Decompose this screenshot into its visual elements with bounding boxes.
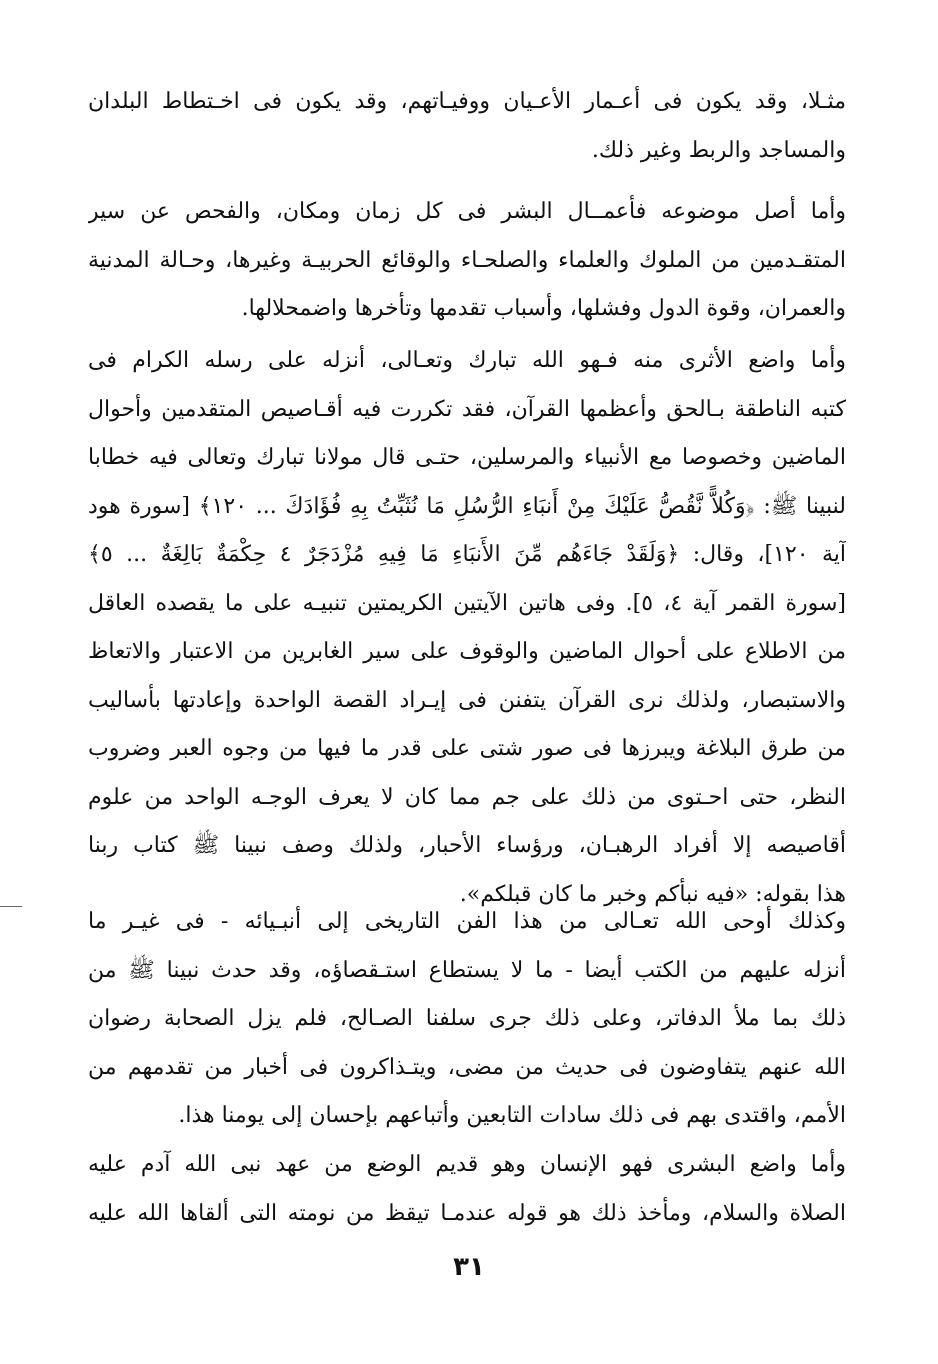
text-line: النظر، حتى احـتوى من ذلك على جم مما كان لا يعرف الوجـه الواحد من علوم (88, 784, 846, 810)
text-line: والعمران، وقوة الدول وفشلها، وأسباب تقدمها وتأخرها واضمحلالها. (241, 296, 846, 321)
text-line: والمساجد والربط وغير ذلك. (591, 137, 846, 163)
text-line: من الاطلاع على أحوال الماضين والوقوف على سير الغابرين من الاعتبار والاتعاظ (88, 639, 846, 664)
paragraph-4 (88, 898, 846, 1141)
text-line: هذا بقوله: «فيه نبأكم وخبر ما كان قبلكم». (459, 881, 846, 907)
quran-verse-line: لنبينا ﷺ: ﴿وَكُلاًّ نَّقُصُّ عَلَيْكَ مِنْ أَنبَاءِ الرُّسُلِ مَا نُثَبِّتُ بِهِ فُؤَادَكَ ... ١٢٠﴾ [سورة هود (88, 493, 846, 519)
text-line: مثـلا، وقد يكون فى أعـمار الأعـيان ووفيـاتهم، وقد يكون فى اخـتطاط البلدان (88, 89, 846, 114)
paragraph-5 (88, 1141, 846, 1238)
text-line: الصلاة والسلام، ومأخذ ذلك هو قوله عندمـا تيقظ من نومته التى ألقاها الله عليه (88, 1200, 846, 1226)
text-line: من طرق البلاغة ويبرزها فى صور شتى على قدر ما فيها من وجوه العبر وضروب (88, 736, 846, 761)
paragraph-2 (88, 188, 846, 334)
text-line: والاستبصار، ولذلك نرى القرآن يتفنن فى إيـراد القصة الواحدة وإعادتها بأساليب (88, 687, 846, 713)
text-line: أنزله عليهم من الكتب أيضا - ما لا يستطاع استـقصاؤه، وقد حدث نبينا ﷺ من (88, 957, 846, 983)
text-line: الأمم، واقتدى بهم فى ذلك سادات التابعين وأتباعهم بإحسان إلى يومنا هذا. (178, 1103, 846, 1128)
margin-mark (0, 906, 22, 907)
text-line: وأما أصل موضوعه فأعمــال البشر فى كل زمان ومكان، والفحص عن سير (88, 199, 846, 224)
text-line: وأما واضع البشرى فهو الإنسان وهو قديم الوضع من عهد نبى الله آدم عليه (88, 1152, 846, 1177)
text-line: وأما واضع الأثرى منه فـهو الله تبارك وتعـالى، أنزله على رسله الكرام فى (88, 348, 846, 373)
text-line: ذلك بما ملأ الدفاتر، وعلى ذلك جرى سلفنا الصـالح، فلم يزل الصحابة رضوان (88, 1006, 846, 1031)
text-line: كتبه الناطقة بـالحق وأعظمها القرآن، فقد تكررت فيه أقـاصيص المتقدمين وأحوال (88, 396, 846, 422)
page-number: ٣١ (453, 1252, 485, 1282)
text-line: [سورة القمر آية ٤، ٥]. وفى هاتين الآيتين الكريمتين تنبيـه على ما يقصده العاقل (88, 590, 846, 616)
text-line: الله عنهم يتفاوضون فى حديث من مضى، ويتـذاكرون فى أخبار من تقدمهم من (88, 1054, 846, 1080)
text-line: وكذلك أوحى الله تعـالى من هذا الفن التاريخى إلى أنبـيائه - فى غيـر ما (88, 909, 846, 934)
paragraph-3 (88, 337, 846, 919)
paragraph-1 (88, 78, 846, 175)
text-line: أقاصيصه إلا أفراد الرهبـان، ورؤساء الأحبار، ولذلك وصف نبينا ﷺ كتاب ربنا (88, 833, 846, 858)
text-line: المتقـدمين من الملوك والعلماء والصلحـاء والوقائع الحربيـة وغيرها، وحـالة المدنية (88, 247, 846, 273)
quran-verse-line: آية ١٢٠]، وقال: ﴿وَلَقَدْ جَاءَهُم مِّنَ الأَنبَاءِ مَا فِيهِ مُزْدَجَرٌ ٤ حِكْمَةٌ بَالِغَةٌ ... ٥﴾ (88, 542, 846, 567)
text-line: الماضين وخصوصا مع الأنبياء والمرسلين، حتـى قال مولانا تبارك وتعالى فيه خطابا (88, 445, 846, 470)
